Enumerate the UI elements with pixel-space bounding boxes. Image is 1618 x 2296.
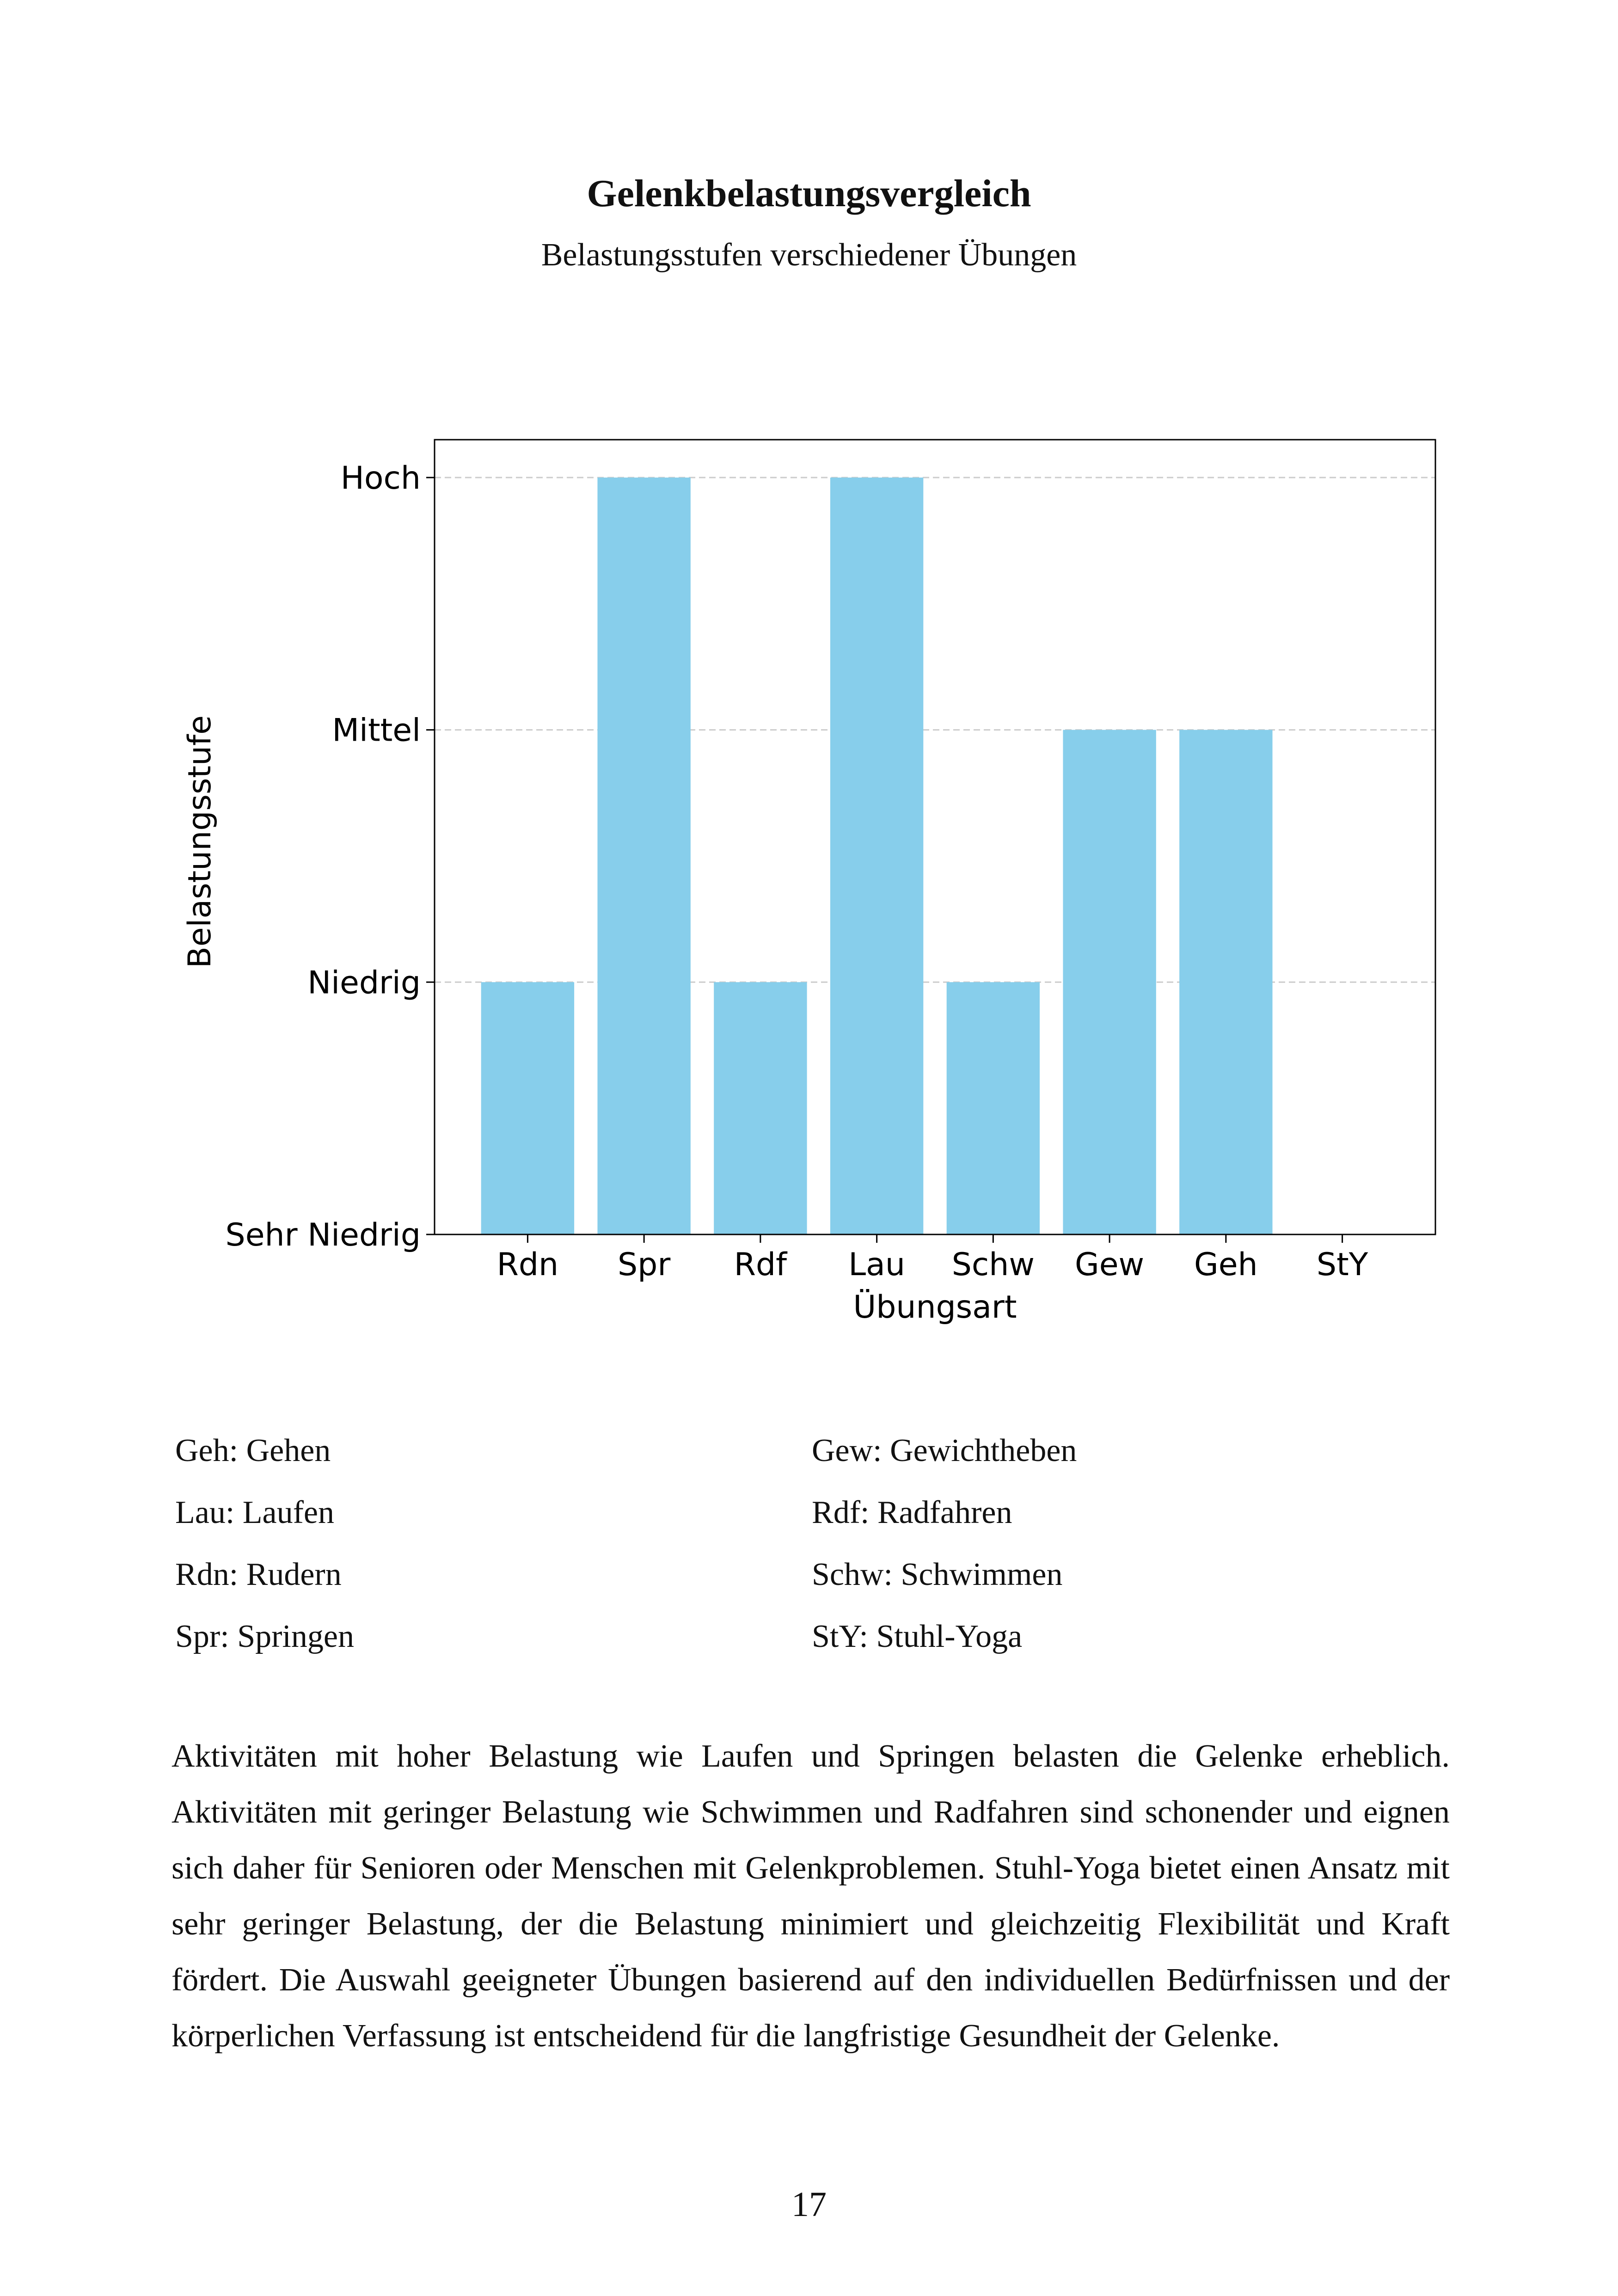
bar-rdf <box>714 982 807 1234</box>
legend-item-rdn: Rdn: Rudern <box>175 1557 342 1592</box>
bar-layer <box>481 478 1273 1234</box>
x-tick-label: Rdn <box>496 1246 559 1283</box>
plot-frame <box>435 440 1435 1234</box>
bar-schw <box>947 982 1040 1234</box>
bar-lau <box>830 478 923 1234</box>
x-axis-label: Übungsart <box>853 1289 1017 1326</box>
x-tick-label: Rdf <box>734 1246 787 1283</box>
legend-item-gew: Gew: Gewichtheben <box>812 1433 1077 1468</box>
x-tick-label: StY <box>1316 1246 1368 1283</box>
y-tick-label: Sehr Niedrig <box>225 1217 421 1253</box>
legend-item-sty: StY: Stuhl-Yoga <box>812 1619 1023 1654</box>
bar-spr <box>597 478 690 1234</box>
y-tick-label: Mittel <box>332 712 421 749</box>
y-axis-label: Belastungsstufe <box>182 715 218 968</box>
legend-item-rdf: Rdf: Radfahren <box>812 1495 1012 1530</box>
body-paragraph: Aktivitäten mit hoher Belastung wie Laufen und Springen belasten die Gelenke erheblich. Aktivitäten mit geringer Belastung wie Schwimmen und Radfahren sind schonender und eignen sich daher für Senioren oder Menschen mit Gelenkproblemen. Stuhl-Yoga bietet einen Ansatz mit sehr geringer Belastung, der die Belastung minimiert und gleichzeitig Flexibilität und Kraft fördert. Die Auswahl geeigneter Übungen basierend auf den individuellen Bedürfnissen und der körperlichen Verfassung ist entscheidend für die langfristige Gesundheit der Gelenke. <box>172 1738 1450 2054</box>
x-tick-label: Schw <box>951 1246 1035 1283</box>
bar-chart <box>0 416 1618 1341</box>
x-tick-label: Spr <box>617 1246 671 1283</box>
chart-subtitle: Belastungsstufen verschiedener Übungen <box>541 237 1077 273</box>
bar-gew <box>1063 730 1156 1234</box>
bar-rdn <box>481 982 574 1234</box>
bar-geh <box>1179 730 1272 1234</box>
legend-item-schw: Schw: Schwimmen <box>812 1557 1063 1592</box>
page-number: 17 <box>791 2185 827 2224</box>
chart-title: Gelenkbelastungsvergleich <box>587 172 1031 215</box>
y-tick-label: Niedrig <box>307 964 421 1001</box>
x-tick-label: Geh <box>1194 1246 1258 1283</box>
y-tick-label: Hoch <box>340 460 421 497</box>
legend-item-geh: Geh: Gehen <box>175 1433 331 1468</box>
x-tick-label: Lau <box>848 1246 905 1283</box>
legend-item-lau: Lau: Laufen <box>175 1495 334 1530</box>
grid-layer <box>435 478 1435 982</box>
legend-item-spr: Spr: Springen <box>175 1619 354 1654</box>
x-tick-label: Gew <box>1075 1246 1145 1283</box>
